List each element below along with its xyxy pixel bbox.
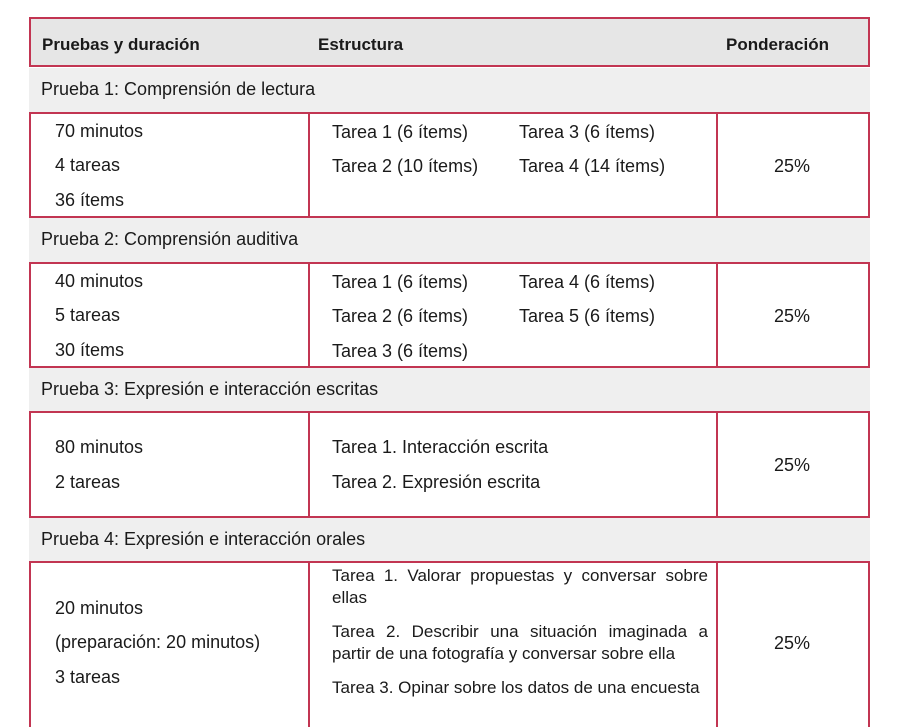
task-item: Tarea 1. Valorar propuestas y conversar sobre ellas xyxy=(332,566,708,607)
task-item: Tarea 2 (6 ítems) xyxy=(332,306,469,326)
duration-line: 3 tareas xyxy=(55,667,121,687)
section-title-text: Prueba 2: Comprensión auditiva xyxy=(41,229,299,249)
table-row-prueba-2 xyxy=(29,262,870,368)
task-item: Tarea 3 (6 ítems) xyxy=(519,122,656,142)
structure-cell xyxy=(308,264,718,366)
weight-cell xyxy=(716,264,868,366)
table-header xyxy=(29,17,870,67)
section-title-prueba-4 xyxy=(29,518,870,562)
structure-cell xyxy=(308,114,718,216)
duration-line: 5 tareas xyxy=(55,305,121,325)
structure-cell xyxy=(308,563,718,727)
structure-cell xyxy=(308,413,718,516)
task-item: Tarea 4 (6 ítems) xyxy=(519,272,656,292)
task-item: Tarea 3 (6 ítems) xyxy=(332,341,469,361)
task-item: Tarea 2. Describir una situación imaginada a partir de una fotografía y conversar sobre ella xyxy=(332,622,708,663)
section-title-text: Prueba 3: Expresión e interacción escritas xyxy=(41,379,379,399)
duration-line: 80 minutos xyxy=(55,437,144,457)
task-item: Tarea 2. Expresión escrita xyxy=(332,472,541,492)
duration-line: (preparación: 20 minutos) xyxy=(55,632,261,652)
task-item: Tarea 1 (6 ítems) xyxy=(332,122,469,142)
weight-cell xyxy=(716,114,868,216)
duration-line: 30 ítems xyxy=(55,340,125,360)
table-row-prueba-1 xyxy=(29,112,870,218)
duration-cell xyxy=(31,563,310,727)
duration-cell xyxy=(31,264,310,366)
duration-cell xyxy=(31,413,310,516)
header-col-pruebas: Pruebas y duración xyxy=(42,35,200,54)
section-title-text: Prueba 1: Comprensión de lectura xyxy=(41,79,316,99)
weight-value: 25% xyxy=(773,455,811,475)
duration-line: 4 tareas xyxy=(55,155,121,175)
section-title-text: Prueba 4: Expresión e interacción orales xyxy=(41,529,366,549)
task-item: Tarea 1 (6 ítems) xyxy=(332,272,469,292)
duration-line: 70 minutos xyxy=(55,121,144,141)
weight-cell xyxy=(716,563,868,727)
task-item: Tarea 5 (6 ítems) xyxy=(519,306,656,326)
duration-line: 36 ítems xyxy=(55,190,125,210)
section-title-prueba-3 xyxy=(29,368,870,412)
table-row-prueba-4 xyxy=(29,561,870,727)
task-item: Tarea 4 (14 ítems) xyxy=(519,156,666,176)
weight-value: 25% xyxy=(773,306,811,326)
table-row-prueba-3 xyxy=(29,411,870,518)
weight-cell xyxy=(716,413,868,516)
task-item: Tarea 3. Opinar sobre los datos de una encuesta xyxy=(332,678,700,697)
duration-line: 20 minutos xyxy=(55,598,144,618)
task-item: Tarea 2 (10 ítems) xyxy=(332,156,479,176)
task-item: Tarea 1. Interacción escrita xyxy=(332,437,549,457)
duration-line: 40 minutos xyxy=(55,271,144,291)
weight-value: 25% xyxy=(773,156,811,176)
header-col-estructura: Estructura xyxy=(318,35,404,54)
header-col-ponderacion: Ponderación xyxy=(726,35,829,54)
duration-line: 2 tareas xyxy=(55,472,121,492)
duration-cell xyxy=(31,114,310,216)
weight-value: 25% xyxy=(773,633,811,653)
section-title-prueba-1 xyxy=(29,68,870,112)
section-title-prueba-2 xyxy=(29,218,870,262)
